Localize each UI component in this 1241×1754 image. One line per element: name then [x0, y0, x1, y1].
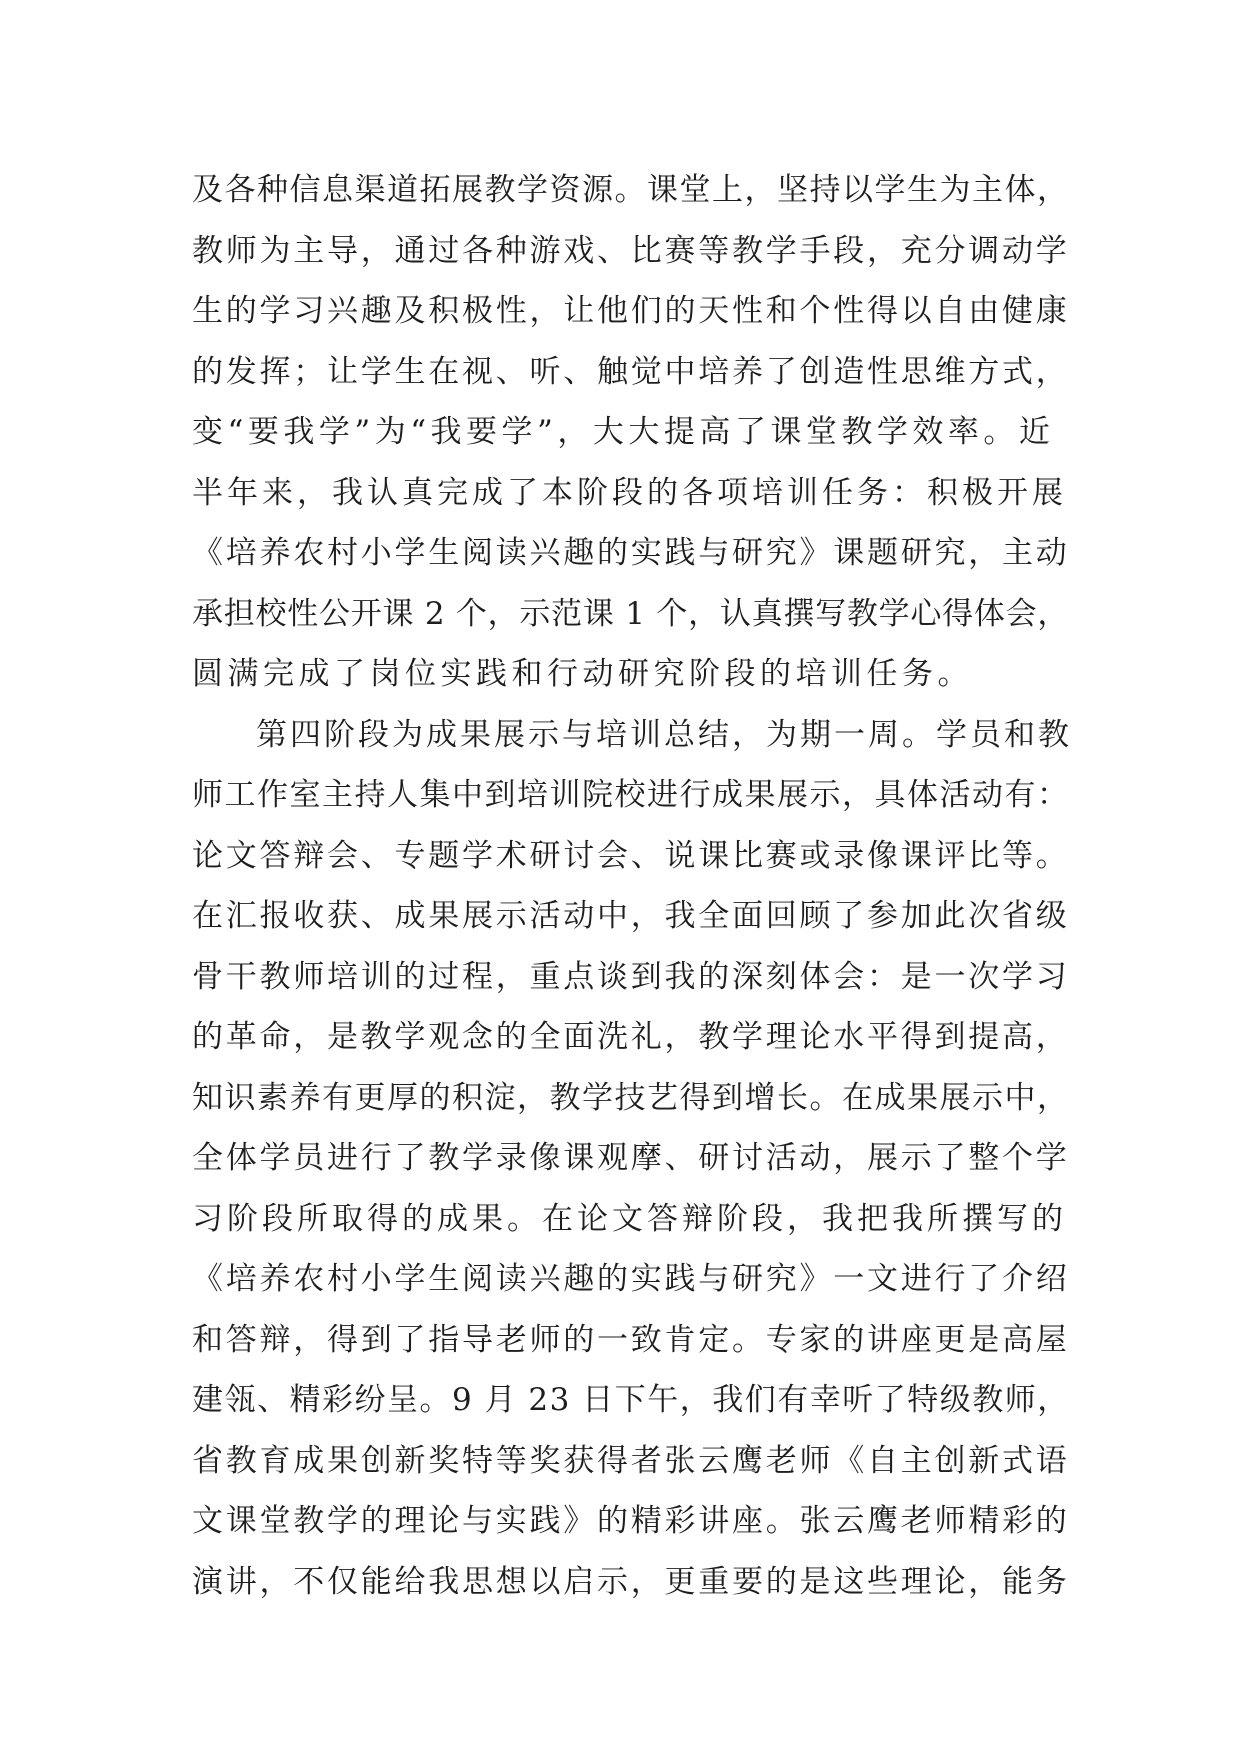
text-line: 承担校性公开课 2 个，示范课 1 个，认真撰写教学心得体会，: [192, 595, 1070, 632]
text-line: 半年来，我认真完成了本阶段的各项培训任务：积极开展: [192, 474, 1067, 511]
body-text: [192, 160, 1072, 1612]
text-line: 论文答辩会、专题学术研讨会、说课比赛或录像课评比等。: [192, 837, 1070, 874]
text-line: 全体学员进行了教学录像课观摩、研讨活动，展示了整个学: [192, 1140, 1070, 1176]
text-line: 和答辩，得到了指导老师的一致肯定。专家的讲座更是高屋: [192, 1321, 1070, 1358]
text-line: 在汇报收获、成果展示活动中，我全面回顾了参加此次省级: [192, 898, 1070, 934]
text-line: 师工作室主持人集中到培训院校进行成果展示，具体活动有：: [192, 777, 1070, 813]
text-line: 演讲，不仅能给我思想以启示，更重要的是这些理论，能务: [192, 1563, 1070, 1600]
text-line: 知识素养有更厚的积淀，教学技艺得到增长。在成果展示中，: [192, 1079, 1070, 1116]
text-line: 及各种信息渠道拓展教学资源。课堂上，坚持以学生为主体，: [192, 172, 1070, 208]
text-line: 生的学习兴趣及积极性，让他们的天性和个性得以自由健康: [192, 293, 1070, 329]
text-line: 圆满完成了岗位实践和行动研究阶段的培训任务。: [192, 656, 973, 692]
paragraph-start-line: 第四阶段为成果展示与培训总结，为期一周。学员和教: [256, 716, 1072, 753]
text-line: 变“要我学”为“我要学”，大大提高了课堂教学效率。近: [192, 414, 1055, 450]
text-line: 《培养农村小学生阅读兴趣的实践与研究》一文进行了介绍: [192, 1261, 1070, 1297]
text-line: 骨干教师培训的过程，重点谈到我的深刻体会：是一次学习: [192, 958, 1070, 995]
text-line: 的革命，是教学观念的全面洗礼，教学理论水平得到提高，: [192, 1019, 1070, 1055]
text-line: 建瓴、精彩纷呈。9 月 23 日下午，我们有幸听了特级教师，: [192, 1382, 1070, 1418]
text-line: 省教育成果创新奖特等奖获得者张云鹰老师《自主创新式语: [192, 1442, 1070, 1479]
text-line: 的发挥；让学生在视、听、触觉中培养了创造性思维方式，: [192, 353, 1070, 390]
text-line: 文课堂教学的理论与实践》的精彩讲座。张云鹰老师精彩的: [192, 1503, 1070, 1539]
text-line: 教师为主导，通过各种游戏、比赛等教学手段，充分调动学: [192, 232, 1070, 269]
text-line: 习阶段所取得的成果。在论文答辩阶段，我把我所撰写的: [192, 1200, 1067, 1237]
text-line: 《培养农村小学生阅读兴趣的实践与研究》课题研究，主动: [192, 535, 1070, 571]
